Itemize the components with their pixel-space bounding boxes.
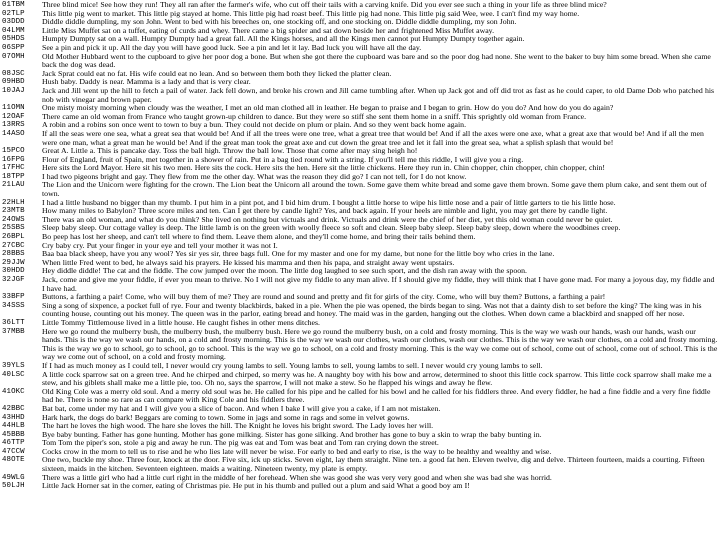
entry-text: Diddle diddle dumpling, my son John. Went to bed with his breeches on, one stocking off, and one stocking on. Diddle diddle dumpling, my son John. [42, 17, 517, 27]
entry-id: 06SPP [2, 43, 25, 52]
entry-text: Hush baby. Daddy is near. Mamma is a lady and that is very clear. [42, 77, 251, 87]
entry-id: 07OMH [2, 52, 25, 61]
entry-id: 29JJW [2, 258, 25, 267]
entry-text: There was a little girl who had a little curl right in the middle of her forehead. When she was good she was very very good and when she was bad she was horrid. [42, 472, 552, 482]
entry-text: Here sits the Lord Mayor. Here sit his two men. Here sits the cock. Here sits the hen. Here sit the little chickens. Here they run in. Chin chopper, chin chopper, chin chopper, chin! [42, 163, 605, 173]
entry-text: Sleep baby sleep. Our cottage valley is deep. The little lamb is on the green with woolly fleece so soft and clean. Sleep baby sleep. Sleep baby sleep, down where the woodbines creep. [42, 223, 621, 233]
list-item [2, 371, 718, 388]
entry-id: 08JSC [2, 69, 25, 78]
entry-text: There came an old woman from France who taught grown-up children to dance. But they were so stiff she sent them home in a sniff. This sprightly old woman from France. [42, 111, 587, 121]
list-item [2, 181, 718, 198]
entry-text: Bye baby bunting. Father has gone hunting. Mother has gone milking. Sister has gone silking. And brother has gone to buy a skin to wrap the baby bunting in. [42, 429, 542, 439]
entry-id: 10JAJ [2, 86, 25, 95]
entry-id: 44HLB [2, 422, 25, 431]
entry-id: 01TBM [2, 1, 25, 9]
entry-text: One two, buckle my shoe. Three four, knock at the door. Five six, ick up sticks. Seven eight, lay them straight. Nine ten. a good fat hen. Eleven twelve, dig and delve. Thirteen fourteen, maids a courting. Fifteen sixteen, maids in the kitchen. Seventeen eighteen. maids a waiting. Nineteen twenty, my plate is empty. [42, 455, 705, 474]
entry-id: 24OWS [2, 215, 25, 224]
list-item [2, 87, 718, 104]
entry-text: Little Miss Muffet sat on a tuffet, eating of curds and whey. There came a big spider and sat down beside her and frightened Miss Muffet away. [42, 25, 495, 35]
entry-id: 43HHD [2, 413, 25, 422]
entry-text: Old King Cole was a merry old soul. And a merry old soul was he. He called for his pipe and he called for his bowl and he called for his fiddlers three. And every fiddler, he had a fine fiddle and a very fine fiddle had he. There is none so rare as can compare with King Cole and his fiddlers three. [42, 386, 711, 405]
entry-id: 41OKC [2, 387, 25, 396]
entry-text: A little cock sparrow sat on a green tree. And he chirped and chirped, so merry was he. A naughty boy with his bow and arrow, determined to shoot this little cock sparrow. This little cock sparrow shall make me a stew, and his giblets shall make me a little pie, too. Oh no, says the sparrow, I will not make a stew. So he flapped his wings and away he flew. [42, 369, 712, 388]
list-item [2, 328, 718, 362]
entry-id: 04LMM [2, 26, 25, 35]
entry-id: 09HBD [2, 78, 25, 87]
entry-text: See a pin and pick it up. All the day you will have good luck. See a pin and let it lay. Bad luck you will have all the day. [42, 42, 422, 52]
list-item [2, 276, 718, 293]
entry-id: 39YLS [2, 361, 25, 370]
entry-id: 40LSC [2, 370, 25, 379]
entry-id: 46TTP [2, 439, 25, 448]
entry-id: 49WLG [2, 473, 25, 482]
list-item [2, 388, 718, 405]
entry-id: 48OTE [2, 456, 25, 465]
entry-id: 22HLH [2, 198, 25, 207]
entry-text: Jack Sprat could eat no fat. His wife could eat no lean. And so between them both they licked the platter clean. [42, 68, 392, 78]
entry-text: Jack, come and give me your fiddle, if ever you mean to thrive. No I will not give my fiddle to any man alive. If I should give my fiddle, they will think that I have gone mad. For many a joyous day, my fiddle and I have had. [42, 275, 715, 293]
entry-id: 45BBB [2, 430, 25, 439]
entry-id: 32JGF [2, 276, 25, 284]
entry-id: 05HDS [2, 35, 25, 44]
list-item [2, 302, 718, 319]
entry-id: 23MTB [2, 207, 25, 216]
entry-id: 27CBC [2, 241, 25, 250]
entry-id: 11OMN [2, 104, 25, 113]
entry-id: 12OAF [2, 112, 25, 121]
entry-id: 14ASO [2, 129, 25, 138]
list-item [2, 53, 718, 70]
entry-id: 02TLP [2, 9, 25, 18]
entry-text: Hey diddle diddle! The cat and the fiddle. The cow jumped over the moon. The little dog laughed to see such sport, and the dish ran away with the spoon. [42, 266, 527, 276]
entry-text: Cocks crow in the morn to tell us to rise and he who lies late will never be wise. For early to bed and early to rise, is the way to be healthy and wealthy and wise. [42, 446, 552, 456]
entry-id: 36LTT [2, 318, 25, 327]
entry-text: One misty moisty morning when cloudy was the weather, I met an old man clothed all in leather. He began to praise and I began to grin. How do you do? And how do you do again? [42, 103, 614, 113]
entry-text: There was an old woman, and what do you think? She lived on nothing but victuals and drink. Victuals and drink were the chief of her diet, yet this old woman could never be quiet. [42, 214, 613, 224]
entry-id: 17FHC [2, 164, 25, 173]
entry-text: Here we go round the mulberry bush, the mulberry bush, the mulberry bush. Here we go round the mulberry bush, on a cold and frosty morning. This is the way we wash our hands, wash our hands, wash our hands. This is the way we wash our hands, on a cold and frosty morning. This is the way we wash our clothes, wash our clothes, wash our clothes. This is the way we wash our clothes, on a cold and frosty morning. This is the way we go to school, go to school, go to school. This is the way we go to school, on a cold and frosty morning. This is the way we come out of school, come out of school, come out of school. This is the way we come out of school, on a cold and frosty morning. [42, 326, 718, 362]
entry-id: 03DDD [2, 18, 25, 27]
entry-id: 30HDD [2, 267, 25, 276]
entry-text: How many miles to Babylon? Three score miles and ten. Can I get there by candle light? Yes, and back again. If your heels are nimble and light, you may get there by candle light. [42, 206, 608, 216]
entry-text: Great A. Little a. This is pancake day. Toss the ball high. Throw the ball low. Those that come after may sing heigh ho! [42, 146, 418, 156]
entry-id: 47CCW [2, 447, 25, 456]
entry-text: I had two pigeons bright and gay. They flew from me the other day. What was the reason they did go? I can not tell, for I do not know. [42, 171, 467, 181]
entry-text: This little pig went to market. This little pig stayed at home. This little pig had roast beef. This little pig had none. This little pig said Wee, wee. I can't find my way home. [42, 8, 580, 18]
entry-list [2, 1, 718, 491]
entry-text: When little Fred went to bed, he always said his prayers. He kissed his mamma and then his papa, and straight away went upstairs. [42, 257, 455, 267]
entry-text: Old Mother Hubbard went to the cupboard to give her poor dog a bone. But when she got there the cupboard was bare and so the poor dog had none. She went to the baker to buy him some bread. When she came back the dog was dead. [42, 51, 711, 70]
entry-text: If I had as much money as I could tell, I never would cry young lambs to sell. Young lambs to sell, young lambs to sell. I never would cry young lambs to sell. [42, 360, 543, 370]
entry-text: Hark hark, the dogs do bark! Beggars are coming to town. Some in jags and some in rags and some in velvet gowns. [42, 412, 410, 422]
entry-text: Bat bat, come under my hat and I will give you a slice of bacon. And when I bake I will give you a cake, if I am not mistaken. [42, 403, 441, 413]
entry-text: I had a little husband no bigger than my thumb. I put him in a pint pot, and I bid him drum. I bought a little horse to wipe his little nose and a pair of little garters to tie his little hose. [42, 197, 616, 207]
entry-id: 42BBC [2, 404, 25, 413]
entry-id: 18TPP [2, 172, 25, 181]
entry-text: Baa baa black sheep, have you any wool? Yes sir yes sir, three bags full. One for my master and one for my dame, but none for the little boy who cries in the lane. [42, 249, 555, 259]
entry-id: 25SBS [2, 224, 25, 233]
entry-id: 37MBB [2, 327, 25, 336]
entry-id: 50LJH [2, 482, 25, 491]
entry-text: Buttons, a farthing a pair! Come, who will buy them of me? They are round and sound and pretty and fit for girls of the city. Come, who will buy them? Buttons, a farthing a pair! [42, 292, 606, 302]
entry-id: 33BFP [2, 293, 25, 302]
entry-id: 15PCO [2, 147, 25, 156]
entry-id: 28BBS [2, 250, 25, 259]
entry-text: Three blind mice! See how they run! They all ran after the farmer's wife, who cut off their tails with a carving knife. Did you ever see such a thing in your life as three blind mice? [42, 0, 607, 9]
entry-id: 21LAU [2, 181, 25, 190]
entry-text: Cry baby cry. Put your finger in your eye and tell your mother it was not I. [42, 240, 278, 250]
list-item [2, 456, 718, 473]
entry-text: Bo peep has lost her sheep, and can't tell where to find them. Leave them alone, and they'll come home, and bring their tails behind them. [42, 232, 476, 242]
entry-text: The hart he loves the high wood. The hare she loves the hill. The Knight he loves his bright sword. The Lady loves her will. [42, 421, 434, 431]
entry-text: Little Jack Horner sat in the corner, eating of Christmas pie. He put in his thumb and pulled out a plum and said What a good boy am I! [42, 481, 470, 491]
list-item [2, 482, 718, 491]
entry-id: 13RRS [2, 121, 25, 130]
entry-text: Sing a song of sixpence, a pocket full of rye. Four and twenty blackbirds, baked in a pie. When the pie was opened, the birds began to sing. Was not that a dainty dish to set before the king? The king was in his counting house, counting out his money. The queen was in the parlor, eating bread and honey. The maid was in the garden, hanging out the clothes. When down came a blackbird and snapped off her nose. [42, 300, 702, 319]
entry-text: Humpty Dumpty sat on a wall. Humpty Dumpty had a great fall. All the Kings horses, and all the Kings men cannot put Humpty Dumpty together again. [42, 34, 525, 44]
entry-text: Tom Tom the piper's son, stole a pig and away he run. The pig was eat and Tom was beat and Tom ran crying down the street. [42, 438, 439, 448]
entry-id: 16FPG [2, 155, 25, 164]
entry-text: The Lion and the Unicorn were fighting for the crown. The Lion beat the Unicorn all around the town. Some gave them white bread and some gave them brown. Some gave them plum cake, and sent them out of town. [42, 180, 707, 199]
list-item [2, 130, 718, 147]
entry-id: 26BPL [2, 233, 25, 242]
entry-text: A robin and a robins son once went to town to buy a bun. They could not decide on plum or plain. And so they went back home again. [42, 120, 467, 130]
entry-text: If all the seas were one sea, what a great sea that would be! And if all the trees were one tree, what a great tree that would be! And if all the axes were one axe, what a great axe that would be! And if all the men were one man, what a great man he would be! And if the great man took the great axe and cut down the great tree and let it fall into the great sea, what a splish splash that would be! [42, 128, 704, 147]
entry-text: Jack and Jill went up the hill to fetch a pail of water. Jack fell down, and broke his crown and Jill came tumbling after. When up Jack got and off did trot as fast as he could caper, to old Dame Dob who patched his nob with vinegar and brown paper. [42, 85, 715, 104]
entry-text: Little Tommy Tittlemouse lived in a little house. He caught fishes in other mens ditches. [42, 317, 320, 327]
entry-text: Flour of England, fruit of Spain, met together in a shower of rain. Put in a bag tied round with a string. If you'll tell me this riddle, I will give you a ring. [42, 154, 524, 164]
entry-id: 34SSS [2, 301, 25, 310]
